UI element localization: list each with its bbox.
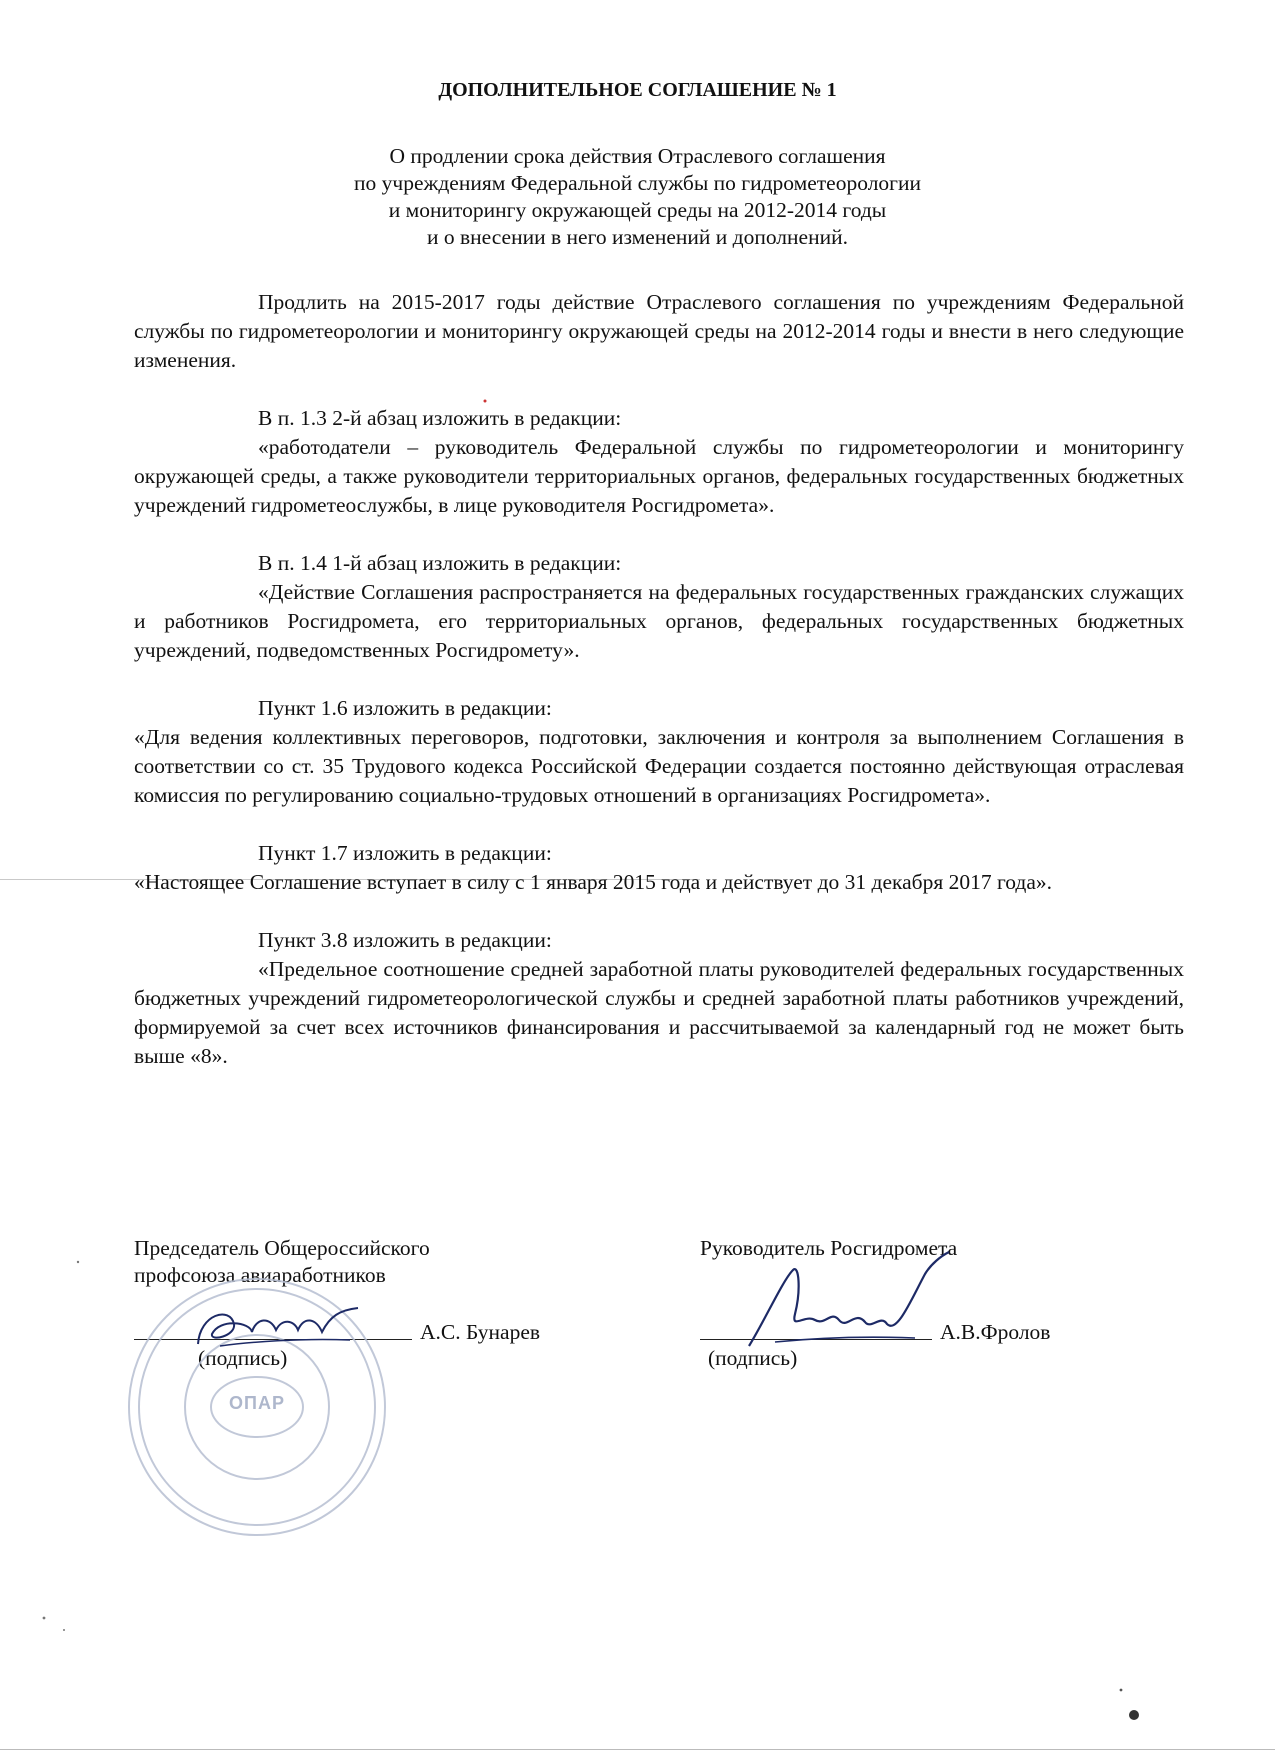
section-text: «Предельное соотношение средней заработной платы руководителей федеральных государственных бюджетных учреждений гидрометеорологической службы и средней заработной платы работников учреждений, формируемой за счет всех источников финансирования и рассчитываемой за календарный год не может быть выше «8».: [134, 957, 1184, 1068]
signatory-position: профсоюза авиаработников: [134, 1263, 386, 1287]
section-text: «Действие Соглашения распространяется на федеральных государственных гражданских служащих и работников Росгидромета, его территориальных органов, федеральных государственных бюджетных учреждений, подведомственных Росгидромету».: [134, 580, 1184, 662]
section-heading: Пункт 3.8 изложить в редакции:: [258, 928, 552, 952]
section-text: «работодатели – руководитель Федеральной службы по гидрометеорологии и мониторингу окружающей среды, а также руководители территориальных органов, федеральных государственных бюджетных учреждений гидрометеослужбы, в лице руководителя Росгидромета».: [134, 435, 1184, 517]
signatory-name: А.В.Фролов: [940, 1320, 1051, 1344]
section-text: «Для ведения коллективных переговоров, подготовки, заключения и контроля за выполнением Соглашения в соответствии со ст. 35 Трудового кодекса Российской Федерации создается постоянно действующая отраслевая комиссия по регулированию социально-трудовых отношений в организациях Росгидромета».: [134, 725, 1184, 807]
signature-caption: (подпись): [198, 1346, 288, 1370]
subtitle-line: О продлении срока действия Отраслевого соглашения: [389, 144, 886, 168]
signature-caption: (подпись): [708, 1346, 798, 1370]
signatory-position: Председатель Общероссийского: [134, 1236, 430, 1260]
section-heading: В п. 1.3 2-й абзац изложить в редакции:: [258, 406, 622, 430]
subtitle-line: и мониторингу окружающей среды на 2012-2014 годы: [388, 198, 887, 222]
section-heading: Пункт 1.7 изложить в редакции:: [258, 841, 552, 865]
section-heading: Пункт 1.6 изложить в редакции:: [258, 696, 552, 720]
section-heading: В п. 1.4 1-й абзац изложить в редакции:: [258, 551, 622, 575]
subtitle-line: и о внесении в него изменений и дополнений.: [427, 225, 848, 249]
signatory-name: А.С. Бунарев: [420, 1320, 541, 1344]
document-title: ДОПОЛНИТЕЛЬНОЕ СОГЛАШЕНИЕ № 1: [438, 79, 837, 101]
subtitle-line: по учреждениям Федеральной службы по гидрометеорологии: [354, 171, 921, 195]
section-text: «Настоящее Соглашение вступает в силу с 1 января 2015 года и действует до 31 декабря 2017 года».: [134, 870, 1053, 894]
stamp-text: ОПАР: [229, 1393, 285, 1413]
intro-paragraph: Продлить на 2015-2017 годы действие Отраслевого соглашения по учреждениям Федеральной службы по гидрометеорологии и мониторингу окружающей среды на 2012-2014 годы и внести в него следующие изменения.: [134, 290, 1184, 372]
signatory-position: Руководитель Росгидромета: [700, 1236, 958, 1260]
